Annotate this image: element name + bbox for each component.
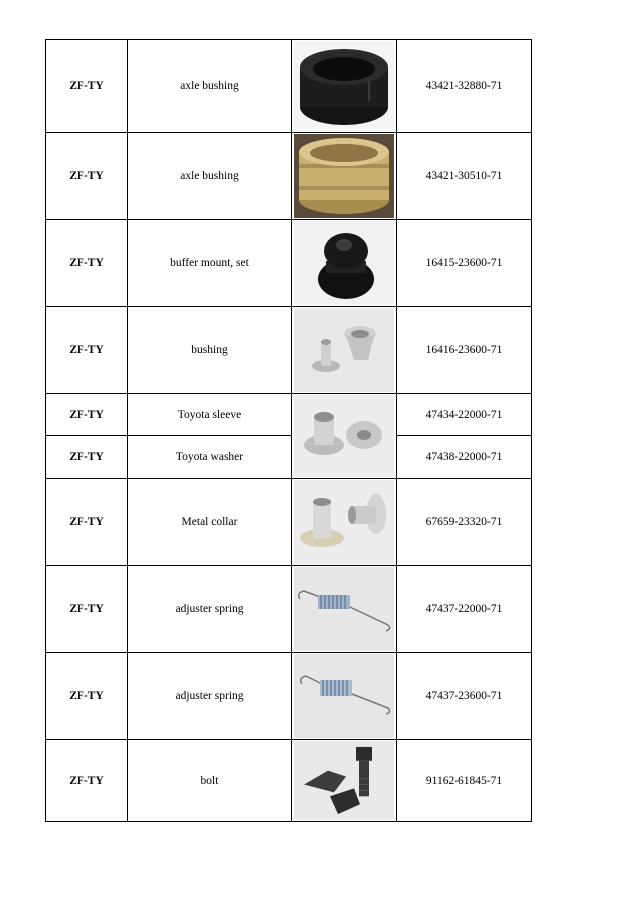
part-name-cell: axle bushing (128, 40, 292, 133)
rubber-mount-icon (292, 220, 397, 307)
spring-icon (292, 566, 397, 653)
table-row (46, 436, 532, 479)
spring-icon (292, 653, 397, 740)
table-row (46, 307, 532, 394)
part-number-cell: 16415-23600-71 (397, 220, 532, 307)
table-row (46, 566, 532, 653)
brass-bushing-icon (292, 133, 397, 220)
part-name-cell: Toyota sleeve (128, 394, 292, 436)
brand-cell: ZF-TY (46, 740, 128, 822)
table-row (46, 394, 532, 436)
bolt-icon (292, 740, 397, 822)
part-name-cell: buffer mount, set (128, 220, 292, 307)
metal-bushings-icon (292, 307, 397, 394)
part-name-cell: axle bushing (128, 133, 292, 220)
brand-cell: ZF-TY (46, 307, 128, 394)
brand-cell: ZF-TY (46, 133, 128, 220)
table-row (46, 40, 532, 133)
part-number-cell: 16416-23600-71 (397, 307, 532, 394)
part-number-cell: 43421-30510-71 (397, 133, 532, 220)
table-row (46, 220, 532, 307)
brand-cell: ZF-TY (46, 220, 128, 307)
brand-cell: ZF-TY (46, 479, 128, 566)
black-bushing-icon (292, 40, 397, 133)
table-row (46, 740, 532, 822)
brand-cell: ZF-TY (46, 436, 128, 479)
part-name-cell: bolt (128, 740, 292, 822)
part-number-cell: 47437-22000-71 (397, 566, 532, 653)
brand-cell: ZF-TY (46, 394, 128, 436)
part-number-cell: 47434-22000-71 (397, 394, 532, 436)
part-number-cell: 47438-22000-71 (397, 436, 532, 479)
metal-collar-icon (292, 479, 397, 566)
table-row (46, 479, 532, 566)
part-number-cell: 91162-61845-71 (397, 740, 532, 822)
part-name-cell: Toyota washer (128, 436, 292, 479)
part-number-cell: 67659-23320-71 (397, 479, 532, 566)
part-name-cell: adjuster spring (128, 653, 292, 740)
brand-cell: ZF-TY (46, 40, 128, 133)
part-number-cell: 43421-32880-71 (397, 40, 532, 133)
parts-table (45, 39, 532, 822)
table-row (46, 653, 532, 740)
part-number-cell: 47437-23600-71 (397, 653, 532, 740)
brand-cell: ZF-TY (46, 566, 128, 653)
sleeve-washer-icon (292, 394, 397, 479)
part-name-cell: bushing (128, 307, 292, 394)
part-name-cell: adjuster spring (128, 566, 292, 653)
table-row (46, 133, 532, 220)
part-name-cell: Metal collar (128, 479, 292, 566)
brand-cell: ZF-TY (46, 653, 128, 740)
